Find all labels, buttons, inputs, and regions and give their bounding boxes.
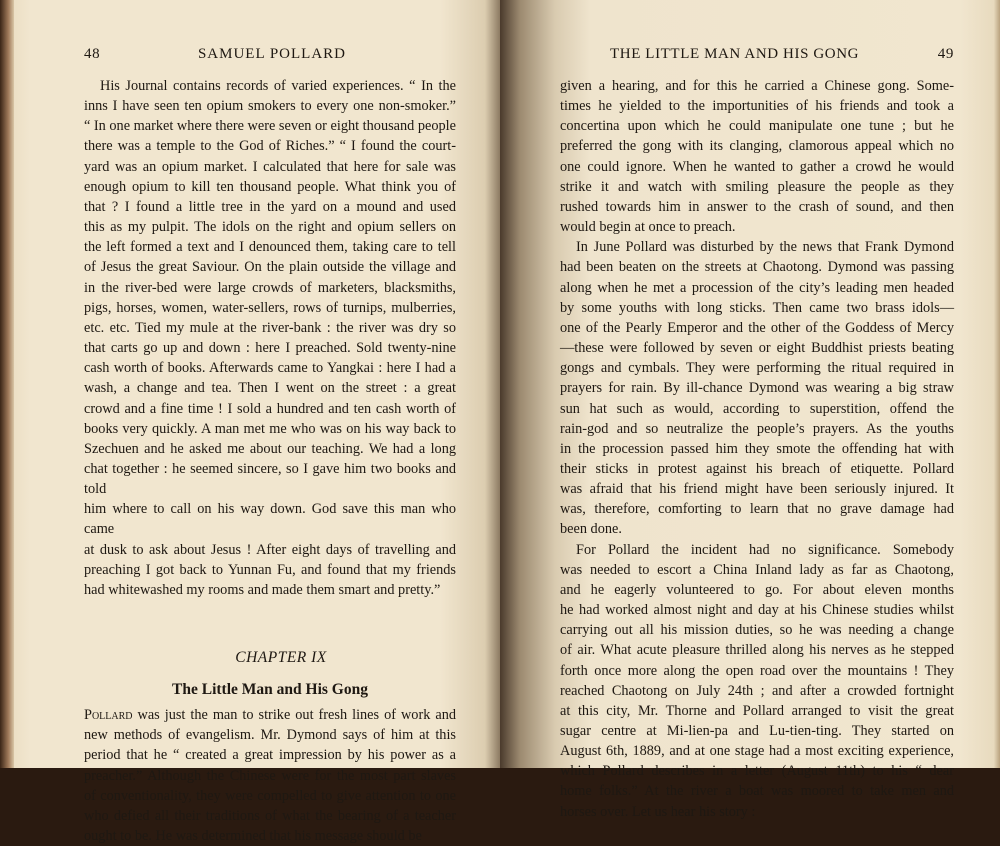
- text-line: carrying out all his mission duties, so he was needing a change: [560, 622, 954, 639]
- text-line: at dusk to ask about Jesus ! After eight days of travelling and: [84, 541, 456, 558]
- text-line: sun hat such as would, according to superstition, offend the: [560, 400, 954, 417]
- text-line: the left formed a text and I denounced them, taking care to tell: [84, 239, 456, 256]
- left-page-edge: [0, 0, 14, 768]
- text-line: one could ignore. When he wanted to gather a crowd he would: [560, 158, 954, 175]
- chapter-title: The Little Man and His Gong: [172, 681, 368, 699]
- text-line: that carts go up and down : here I preached. Sold twenty-nine: [84, 340, 456, 357]
- text-line: sugar centre at Mi-lien-pa and Lu-tien-ting. They started on: [560, 723, 954, 739]
- text-line: horses over. Let us hear his story :: [560, 803, 756, 820]
- text-line: enough opium to kill ten thousand people. What think you of: [84, 178, 456, 195]
- right-page-edge: [994, 0, 1000, 768]
- text-line: home folks.” At the river a boat was moored to take men and: [560, 783, 954, 800]
- text-line: “ In one market where there were seven or eight thousand people: [84, 118, 456, 135]
- text-line: cash worth of books. Afterwards came to Yangkai : here I had a: [84, 360, 456, 377]
- text-line: and he eagerly volunteered to go. For about eleven months: [560, 581, 954, 598]
- text-line: new methods of evangelism. Mr. Dymond says of him at this: [84, 727, 456, 744]
- left-paragraph-2: [84, 705, 456, 846]
- text-line: would begin at once to preach.: [560, 219, 736, 236]
- text-line: along when he met a procession of the city’s leading men headed: [560, 279, 954, 296]
- text-line: strike it and watch with smiling pleasure the people as they: [560, 178, 954, 195]
- text-line: reached Chaotong on July 24th ; and after a crowded fortnight: [560, 682, 954, 699]
- left-page-number: 48: [84, 46, 101, 62]
- text-line: pigs, horses, women, water-sellers, rows of turnips, mulberries,: [84, 299, 456, 316]
- text-line: he had worked almost night and day at his Chinese studies whilst: [560, 602, 954, 619]
- text-line: him where to call on his way down. God save this man who came: [84, 501, 456, 538]
- opening-word: Pollard: [84, 707, 133, 724]
- text-line: was, therefore, comforting to learn that no grave damage had: [560, 501, 954, 518]
- text-line: had been beaten on the streets at Chaotong. Dymond was passing: [560, 259, 954, 276]
- text-line: books very quickly. A man met me who was on his way back to: [84, 420, 456, 437]
- text-line: ought to be. He was determined that his message should be: [84, 828, 422, 844]
- right-paragraph-3: [560, 540, 954, 822]
- text-line: preacher.” Although the Chinese were for the most part slaves: [84, 767, 456, 784]
- text-line: there was a temple to the God of Riches.” “ I found the court-: [84, 138, 456, 155]
- text-line: wash, a change and tea. Then I went on the street : a great: [84, 380, 456, 397]
- right-page: [500, 0, 1000, 820]
- text-line: by some youths with long sticks. Then came two brass idols—: [560, 299, 954, 316]
- text-line: gongs and cymbals. They were performing the ritual required in: [560, 360, 954, 377]
- text-line-rest: was just the man to strike out fresh lines of work and: [132, 707, 456, 724]
- text-line: was needed to escort a China Inland lady as far as Chaotong,: [560, 561, 954, 578]
- right-page-number: 49: [937, 46, 954, 62]
- text-line: rain-god and so neutralize the people’s prayers. As the youths: [560, 420, 954, 437]
- right-page-header: [560, 46, 954, 68]
- text-line: times he yielded to the importunities of his friends and took a: [560, 98, 954, 115]
- text-line: of Jesus the great Saviour. On the plain outside the village and: [84, 259, 456, 276]
- text-line: —these were followed by seven or eight Buddhist priests beating: [560, 340, 954, 357]
- text-line: rushed towards him in answer to the crash of sound, and then: [560, 198, 954, 215]
- left-page-header: [84, 46, 456, 68]
- text-line: preaching I got back to Yunnan Fu, and found that my friends: [84, 561, 456, 578]
- text-line: prayers for rain. By ill-chance Dymond was wearing a big straw: [560, 380, 954, 397]
- text-line: yard was an opium market. I calculated that here for sale was: [84, 158, 456, 175]
- text-line: chat together : he seemed sincere, so I gave him two books and told: [84, 460, 456, 498]
- text-line: preferred the gong with its clanging, clamorous appeal which no: [560, 138, 954, 155]
- text-line: His Journal contains records of varied experiences. “ In the: [100, 78, 456, 94]
- text-line: crowd and a fine time ! I sold a hundred and ten cash worth of: [84, 400, 456, 417]
- text-line: [84, 705, 456, 725]
- text-line: which Pollard describes in a letter (August 11th) to his “ dear: [560, 763, 954, 780]
- text-line: at this city, Mr. Thorne and Pollard arranged to visit the great: [560, 702, 954, 719]
- text-line: been done.: [560, 521, 622, 538]
- left-page: [0, 0, 500, 844]
- text-line: forth once more along the open road over the mountains ! They: [560, 662, 954, 679]
- text-line: given a hearing, and for this he carried a Chinese gong. Some-: [560, 78, 954, 94]
- text-line: of air. What acute pleasure thrilled along his nerves as he stepped: [560, 642, 954, 659]
- left-paragraph-1: [84, 76, 456, 600]
- text-line: was afraid that his friend might have been seriously injured. It: [560, 481, 954, 498]
- text-line: that ? I found a little tree in the yard on a mound and used: [84, 198, 456, 215]
- text-line: concertina upon which he could manipulate one tune ; but he: [560, 118, 954, 135]
- text-line: in the procession passed him they smote the offending hat with: [560, 440, 954, 457]
- text-line: period that he “ created a great impression by his power as a: [84, 747, 456, 764]
- text-line: Szechuen and he asked me about our teaching. We had a long: [84, 440, 456, 457]
- text-line: etc. etc. Tied my mule at the river-bank : the river was dry so: [84, 319, 456, 336]
- text-line: in the river-bed were large crowds of marketers, blacksmiths,: [84, 279, 456, 296]
- chapter-label: CHAPTER IX: [235, 649, 327, 667]
- text-line: their sticks in protest against his breach of etiquette. Pollard: [560, 460, 954, 477]
- text-line: For Pollard the incident had no significance. Somebody: [576, 541, 954, 558]
- text-line: of conventionality, they were compelled to give attention to one: [84, 787, 456, 804]
- text-line: this as my pulpit. The idols on the right and opium sellers on: [84, 219, 456, 236]
- text-line: In June Pollard was disturbed by the news that Frank Dymond: [576, 239, 954, 256]
- text-line: August 6th, 1889, and at one stage had a most exciting experience,: [560, 743, 954, 760]
- text-line: inns I have seen ten opium smokers to every one non-smoker.”: [84, 98, 456, 115]
- left-running-head: SAMUEL POLLARD: [197, 46, 346, 62]
- right-paragraph-2: [560, 237, 954, 539]
- right-paragraph-1: [560, 76, 954, 237]
- text-line: had whitewashed my rooms and made them smart and pretty.”: [84, 581, 441, 598]
- right-running-head: THE LITTLE MAN AND HIS GONG: [610, 46, 860, 62]
- text-line: who defied all their traditions of what the bearing of a teacher: [84, 807, 456, 824]
- text-line: one of the Pearly Emperor and the other of the Goddess of Mercy: [560, 319, 954, 336]
